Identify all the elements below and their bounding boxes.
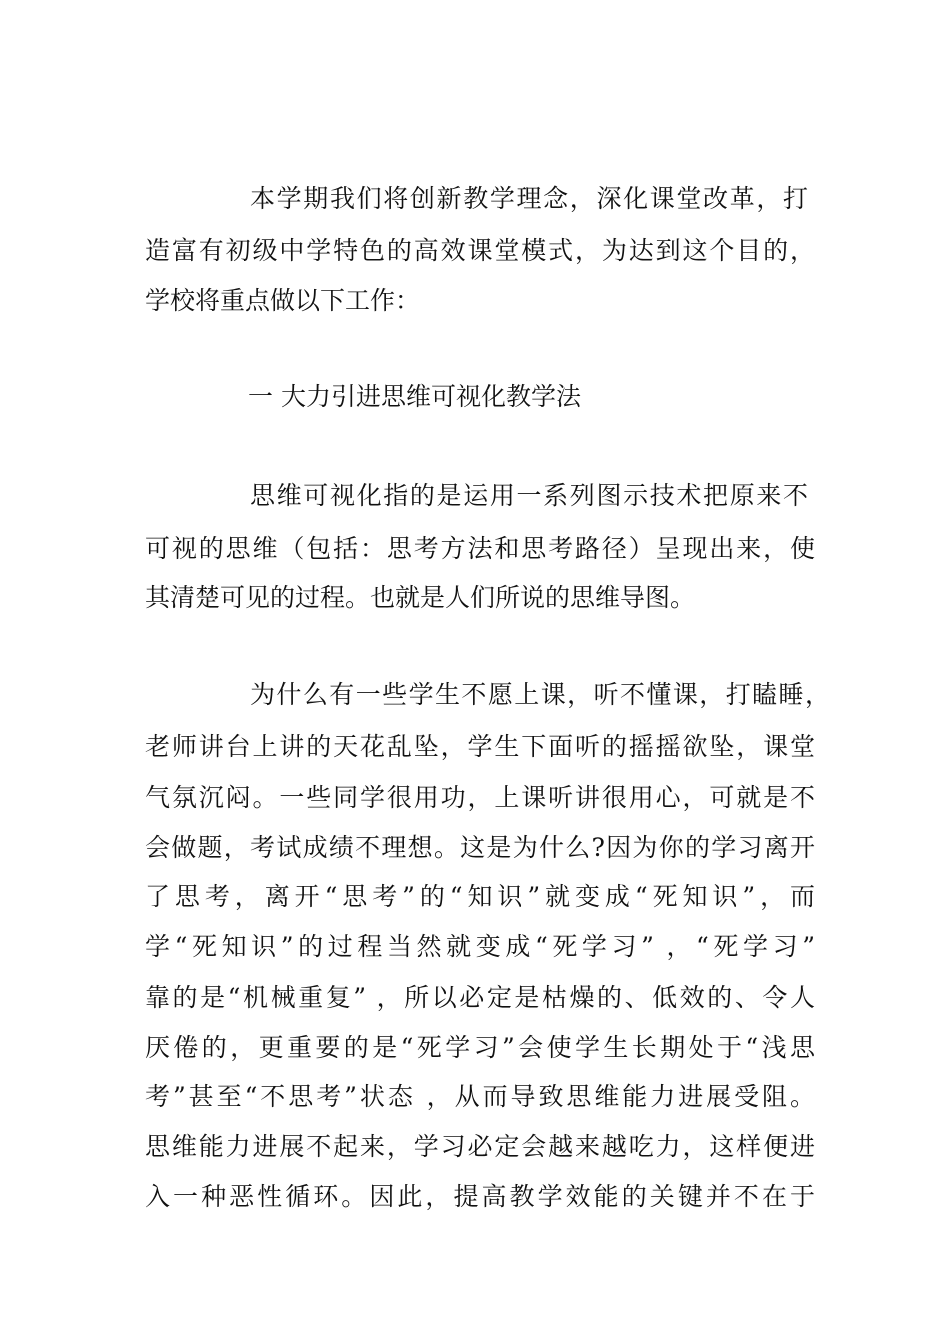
paragraph-3-line-5: 了思考，离开“思考”的“知识”就变成“死知识”，而 [145, 882, 815, 911]
paragraph-3-line-8: 厌倦的，更重要的是“死学习”会使学生长期处于“浅思 [145, 1033, 815, 1062]
paragraph-3-line-9: 考”甚至“不思考”状态 ，从而导致思维能力进展受阻。 [145, 1082, 815, 1111]
paragraph-2-line-2: 可视的思维（包括：思考方法和思考路径）呈现出来，使 [145, 534, 815, 563]
paragraph-1-line-1: 本学期我们将创新教学理念，深化课堂改革，打 [250, 184, 808, 213]
paragraph-1-line-3: 学校将重点做以下工作： [145, 286, 421, 315]
paragraph-3-line-7: 靠的是“机械重复” ，所以必定是枯燥的、低效的、令人 [145, 983, 815, 1012]
paragraph-3-line-4: 会做题，考试成绩不理想。这是为什么?因为你的学习离开 [145, 833, 815, 862]
paragraph-3-line-10: 思维能力进展不起来，学习必定会越来越吃力，这样便进 [145, 1132, 815, 1161]
paragraph-1-line-2: 造富有初级中学特色的高效课堂模式，为达到这个目的， [145, 236, 815, 265]
paragraph-2-line-1: 思维可视化指的是运用一系列图示技术把原来不 [250, 481, 808, 510]
paragraph-3-line-11: 入一种恶性循环。因此，提高教学效能的关键并不在于 [145, 1182, 815, 1211]
section-heading: 一 大力引进思维可视化教学法 [248, 382, 581, 411]
paragraph-3-line-6: 学“死知识”的过程当然就变成“死学习” ，“死学习” [145, 932, 815, 961]
paragraph-3-line-1: 为什么有一些学生不愿上课，听不懂课，打瞌睡， [250, 680, 830, 709]
paragraph-3-line-3: 气氛沉闷。一些同学很用功，上课听讲很用心，可就是不 [145, 783, 815, 812]
paragraph-2-line-3: 其清楚可见的过程。也就是人们所说的思维导图。 [145, 583, 696, 612]
paragraph-3-line-2: 老师讲台上讲的天花乱坠，学生下面听的摇摇欲坠，课堂 [145, 732, 815, 761]
